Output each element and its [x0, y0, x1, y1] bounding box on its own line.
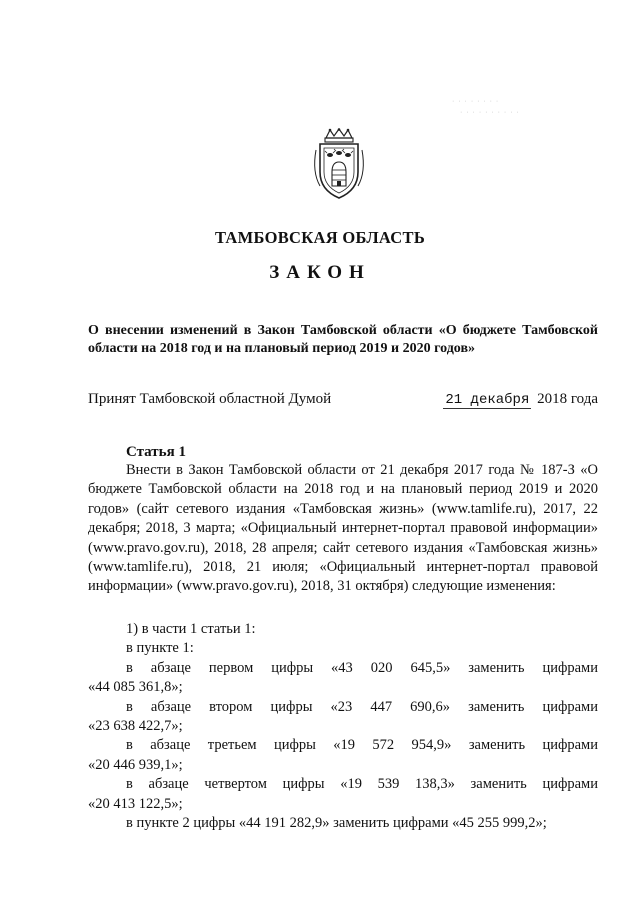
change-1-value: «44 085 361,8»;: [88, 679, 183, 696]
change-3: в абзаце третьем цифры «19 572 954,9» заменить цифрами: [126, 737, 598, 754]
region-title: ТАМБОВСКАЯ ОБЛАСТЬ: [214, 228, 426, 247]
adoption-year: 2018 года: [537, 391, 598, 407]
law-subject: О внесении изменений в Закон Тамбовской области «О бюджете Тамбовской области на 2018 год и на плановый период 2019 и 2020 годов»: [88, 323, 598, 356]
change-2: в абзаце втором цифры «23 447 690,6» заменить цифрами: [126, 698, 598, 715]
adoption-line: [88, 391, 598, 411]
changes-list: [88, 620, 598, 833]
point-2: в пункте 2 цифры «44 191 282,9» заменить цифрами «45 255 999,2»;: [126, 815, 547, 832]
change-2-value: «23 638 422,7»;: [88, 718, 183, 735]
law-title: ЗАКОН: [269, 262, 371, 283]
change-4: в абзаце четвертом цифры «19 539 138,3» заменить цифрами: [126, 776, 598, 793]
stamp-line-2: · · · · · · · · · ·: [460, 109, 520, 116]
faded-stamp: [452, 96, 582, 118]
article-heading: Статья 1: [126, 444, 186, 460]
change-1: в абзаце первом цифры «43 020 645,5» заменить цифрами: [126, 659, 598, 676]
intro-paragraph: Внести в Закон Тамбовской области от 21 декабря 2017 года № 187-З «О бюджете Тамбовской области на 2018 год и на плановый период 2019 и 2020 годов» (сайт сетевого издания «Тамбовская жизнь» (www.tamlife.ru), 2017, 22 декабря; 2018, 3 марта; «Официальный интернет-портал правовой информации» (www.pravo.gov.ru), 2018, 28 апреля; сайт сетевого издания «Тамбовская жизнь» (www.tamlife.ru), 2018, 21 июля; «Официальный интернет-портал правовой информации» (www.pravo.gov.ru), 2018, 31 октября) следующие изменения:: [88, 462, 598, 595]
article-intro: [88, 461, 598, 597]
handwritten-date: 21 декабря: [445, 392, 530, 408]
coat-of-arms-icon: [310, 128, 368, 200]
adopted-by-text: Принят Тамбовской областной Думой: [88, 391, 332, 407]
change-3-value: «20 446 939,1»;: [88, 756, 183, 773]
stamp-line-1: · · · · · · · ·: [452, 98, 500, 105]
item-1: 1) в части 1 статьи 1:: [126, 621, 256, 637]
adoption-date: [443, 391, 598, 408]
change-4-value: «20 413 122,5»;: [88, 795, 183, 812]
point-1: в пункте 1:: [126, 640, 194, 657]
